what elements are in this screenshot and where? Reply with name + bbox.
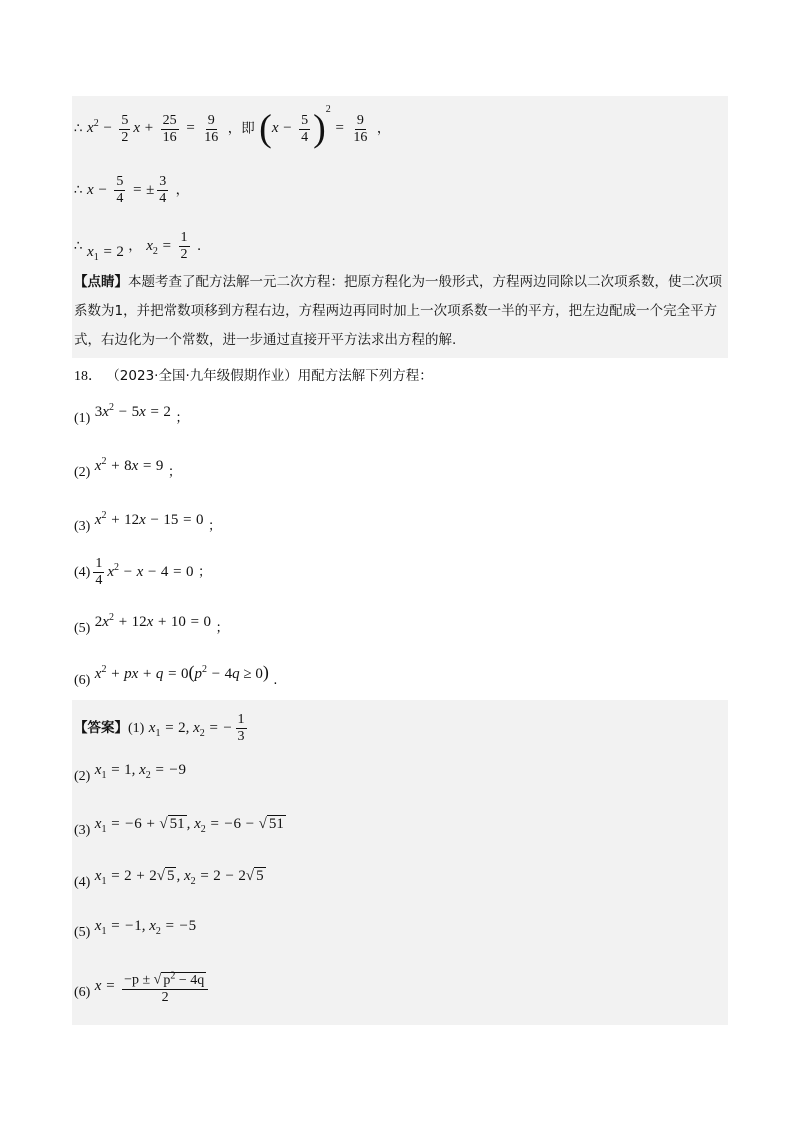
punctuation: ；: [167, 464, 182, 480]
question-item-1: [74, 398, 189, 426]
question-item-6: [74, 660, 278, 688]
solution-step-3: ∴ $x_1 = 2$ ， $x_2$ = $\frac{1}{2}$ ．: [74, 230, 211, 263]
answer-item-6: [74, 968, 211, 1006]
item-label: (5): [74, 925, 91, 940]
question-item-2: [74, 452, 182, 480]
equation: $x_1 = 2$: [87, 243, 124, 263]
item-label: (4): [74, 875, 91, 890]
item-label: (2): [74, 465, 91, 480]
equation: x − $\frac{5}{4}$ = ± $\frac{3}{4}$: [87, 174, 167, 206]
connector-text: ，即: [227, 120, 255, 137]
punctuation: ；: [215, 620, 229, 636]
answer-item-4: [74, 866, 266, 892]
question-item-4: [74, 556, 211, 589]
question-source: （2023·全国·九年级假期作业）: [106, 368, 298, 384]
punctuation: ；: [207, 518, 222, 534]
equation: $x_1 = -1$, $x_2 = -5$: [94, 918, 197, 937]
equation: $x^2 + 12x - 15 = 0$: [94, 510, 204, 528]
therefore-symbol: ∴: [74, 181, 83, 198]
punctuation: .: [273, 672, 278, 688]
item-label: (3): [74, 823, 91, 838]
punctuation: ，: [376, 120, 391, 137]
item-label: (6): [74, 985, 91, 1001]
comment-label: 【点睛】: [74, 274, 128, 290]
therefore-symbol: ∴: [74, 120, 83, 137]
equation: $x^2$ + px + $q = 0(p^2 - 4q \ge 0)$: [94, 662, 269, 682]
equation: x = $\frac{-p \pm √ p^2 - 4q}{2}$: [95, 978, 211, 994]
equation: $x_2$ = $\frac{1}{2}$: [146, 230, 188, 262]
equation: $\frac{1}{4}$ $x^2 - x - 4 = 0$: [95, 556, 194, 588]
answer-item-5: [74, 916, 196, 942]
item-label: (6): [74, 673, 91, 688]
question-number: 18．: [74, 369, 102, 384]
answer-item-3: [74, 814, 286, 840]
solution-step-2: [74, 174, 189, 207]
item-label: (4): [74, 564, 91, 580]
punctuation: ．: [197, 237, 211, 254]
question-header: [74, 366, 433, 387]
punctuation: ；: [197, 563, 212, 580]
item-label: (5): [74, 621, 91, 636]
question-item-3: [74, 506, 222, 534]
question-item-5: [74, 608, 229, 636]
comment-text: 本题考查了配方法解一元二次方程：把原方程化为一般形式，方程两边同除以二次项系数，使二次项系数为1，并把常数项移到方程右边，方程两边再同时加上一次项系数一半的平方，把左边配成一个完全平方式，右边化为一个常数，进一步通过直接开平方法求出方程的解.: [74, 274, 722, 348]
item-label: (3): [74, 519, 91, 534]
answer-item-2: [74, 760, 186, 786]
question-prompt: 用配方法解下列方程：: [297, 368, 433, 384]
equation: $x^2 + 8x = 9$: [94, 456, 164, 474]
punctuation: ，: [175, 181, 190, 198]
equation: $x_1 = 2$, $x_2$ = − $\frac{1}{3}$: [148, 712, 245, 744]
answer-label: 【答案】: [74, 719, 128, 736]
equation: $x^2$ − $\frac{5}{2}$ x + $\frac{25}{16}$ = $\frac{9}{16}$: [87, 112, 219, 145]
item-label: (2): [74, 769, 91, 784]
equation: $x_1 = -6$ + √ 51 , $x_2 = -6$ − √ 51: [94, 816, 284, 835]
comment-paragraph: [74, 268, 724, 355]
item-label: (1): [128, 720, 145, 736]
punctuation: ；: [175, 410, 189, 426]
therefore-symbol: ∴: [74, 237, 83, 254]
solution-step-1: [74, 104, 391, 150]
equation: $2x^2 + 12x + 10 = 0$: [94, 612, 211, 630]
equation: $x_1 = 1$, $x_2 = -9$: [94, 762, 186, 781]
item-label: (1): [74, 411, 91, 426]
equation: $x_1 = 2 + 2√$ 5 , $x_2 = 2 - 2√$ 5: [94, 868, 264, 887]
answer-item-1: [74, 712, 250, 745]
equation: $3x^2 - 5x = 2$: [94, 402, 171, 420]
equation: (x − $\frac{5}{4}$ )$^2$ = $\frac{9}{16}$: [259, 104, 368, 150]
